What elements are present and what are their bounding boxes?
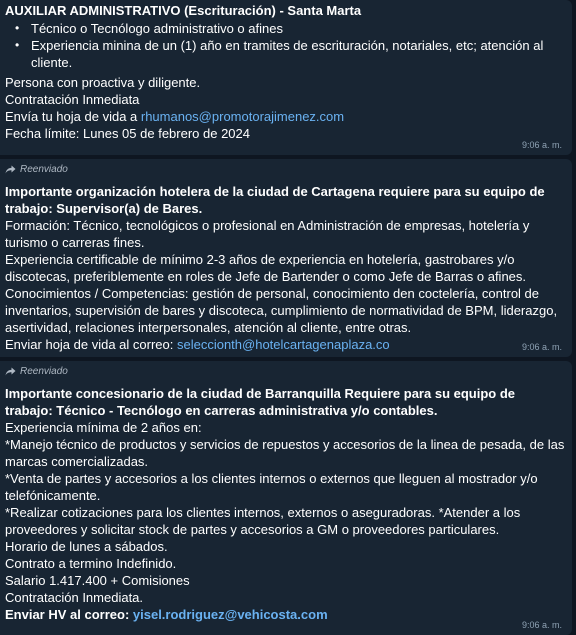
message-title: Importante organización hotelera de la ciudad de Cartagena requiere para su equipo de trabajo: Supervisor(a) de Bares. (5, 184, 545, 216)
cv-prefix: Enviar hoja de vida al correo: (5, 337, 177, 352)
message-line: Persona con proactiva y diligente. (5, 75, 201, 90)
forwarded-label: Reenviado (20, 366, 68, 377)
email-link[interactable]: seleccionth@hotelcartagenaplaza.co (176, 337, 390, 352)
message-line: Contrato a termino Indefinido. (5, 556, 177, 571)
message-line: *Manejo técnico de productos y servicios de repuestos y accesorios de la linea de pesada, de las marcas comercializadas. (5, 437, 565, 469)
message-title: Importante concesionario de la ciudad de Barranquilla Requiere para su equipo de trabajo: Técnico - Tecnólogo en carreras administrativa y/o contables. (5, 386, 516, 418)
forward-arrow-icon (5, 367, 16, 376)
message-bubble[interactable] (0, 159, 572, 357)
bullet-item: • Experiencia minina de un (1) año en tramites de escrituración, notariales, etc; atención al cliente. (29, 37, 566, 71)
forwarded-header (5, 365, 566, 378)
message-line: Contratación Inmediata (5, 92, 140, 107)
email-link[interactable]: yisel.rodriguez@vehicosta.com (132, 607, 328, 622)
message-time: 9:06 a. m. (521, 342, 562, 352)
cv-prefix: Enviar HV al correo: (5, 607, 133, 622)
forwarded-header (5, 163, 566, 176)
message-line: Experiencia certificable de mínimo 2-3 años de experiencia en hotelería, gastrobares y/o discotecas, preferiblemente en roles de Jefe de Bartender o como Jefe de Barras o afines. (5, 252, 527, 284)
message-line: Horario de lunes a sábados. (5, 539, 168, 554)
message-line: Formación: Técnico, tecnológicos o profesional en Administración de empresas, hotelería y turismo o carreras fines. (5, 218, 530, 250)
message-bubble[interactable] (0, 0, 572, 155)
forwarded-label: Reenviado (20, 164, 68, 175)
bullet-item: • Técnico o Tecnólogo administrativo o afines (29, 20, 566, 37)
cv-line (5, 336, 566, 353)
message-line: Contratación Inmediata. (5, 590, 144, 605)
cv-line (5, 108, 566, 125)
message-line: Salario 1.417.400 + Comisiones (5, 573, 190, 588)
message-time: 9:06 a. m. (521, 620, 562, 630)
forward-arrow-icon (5, 165, 16, 174)
message-line: *Venta de partes y accesorios a los clientes internos o externos que lleguen al mostrador y/o telefónicamente. (5, 471, 538, 503)
message-bubble[interactable] (0, 361, 572, 635)
message-line: Conocimientos / Competencias: gestión de personal, conocimiento den coctelería, control de inventarios, supervisión de bares y discoteca, cumplimiento de normatividad de BPM, liderazgo, asertividad, relaciones interpersonales, atención al cliente, entre otras. (5, 286, 558, 335)
message-line: Experiencia mínima de 2 años en: (5, 420, 202, 435)
message-line: *Realizar cotizaciones para los clientes internos, externos o aseguradoras. *Atender a los proveedores y solicitar stock de partes y accesorios a GM o proveedores particulares. (5, 505, 521, 537)
message-time: 9:06 a. m. (521, 140, 562, 150)
bullet-list (5, 20, 566, 71)
email-link[interactable]: rhumanos@promotorajimenez.com (140, 109, 345, 124)
deadline-text: Fecha límite: Lunes 05 de febrero de 2024 (5, 126, 250, 141)
cv-line (5, 606, 566, 623)
message-title: AUXILIAR ADMINISTRATIVO (Escrituración) - Santa Marta (5, 3, 362, 18)
cv-prefix: Envía tu hoja de vida a (5, 109, 141, 124)
